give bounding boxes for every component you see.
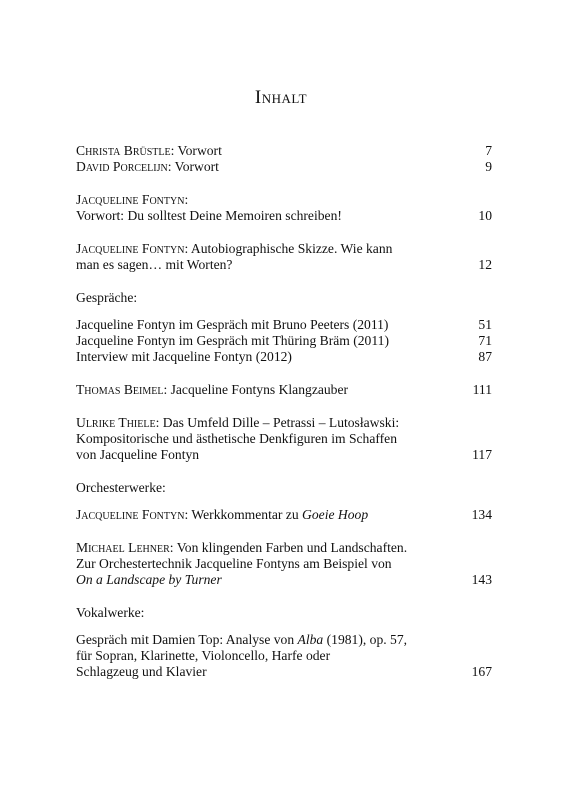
toc-page-number: 167 [471, 664, 492, 679]
toc-author: Thomas Beimel [76, 382, 164, 397]
toc-entry[interactable] [76, 317, 492, 333]
toc-entry-line[interactable] [76, 447, 492, 463]
toc-work-title: Alba [297, 632, 324, 647]
toc-entry-line[interactable] [76, 572, 492, 588]
toc-title: : Vorwort [167, 159, 219, 174]
table-of-contents [76, 143, 492, 697]
toc-section-conversations [76, 290, 492, 365]
toc-title: (1981), op. 57, [323, 632, 408, 647]
toc-work-title: On a Landscape by Turner [76, 572, 222, 587]
toc-page-number: 7 [485, 143, 492, 158]
toc-entry[interactable] [76, 143, 492, 159]
toc-title: : [184, 192, 189, 207]
toc-entry-line[interactable] [76, 540, 492, 556]
toc-section-forewords [76, 143, 492, 175]
toc-page-number: 143 [471, 572, 492, 587]
toc-title: Jacqueline Fontyn im Gespräch mit Thüring Bräm (2011) [76, 333, 389, 348]
toc-entry[interactable] [76, 382, 492, 398]
toc-entry[interactable] [76, 507, 492, 523]
toc-page-number: 51 [478, 317, 492, 332]
toc-page-number: 9 [485, 159, 492, 174]
toc-page-number: 12 [478, 257, 492, 272]
toc-title: Kompositorische und ästhetische Denkfiguren im Schaffen [76, 431, 398, 446]
toc-entry-line[interactable] [76, 192, 492, 208]
toc-page-number: 117 [472, 447, 492, 462]
toc-entry-line[interactable] [76, 208, 492, 224]
toc-title: : Das Umfeld Dille – Petrassi – Lutosławski: [155, 415, 400, 430]
toc-title: : Von klingenden Farben und Landschaften. [169, 540, 408, 555]
toc-entry[interactable] [76, 159, 492, 175]
toc-title: Schlagzeug und Klavier [76, 664, 207, 679]
toc-entry-line[interactable] [76, 632, 492, 648]
toc-title: : Jacqueline Fontyns Klangzauber [163, 382, 349, 397]
toc-entry[interactable] [76, 333, 492, 349]
toc-section [76, 415, 492, 463]
toc-title: man es sagen… mit Worten? [76, 257, 233, 272]
toc-entry-line[interactable] [76, 431, 492, 447]
section-heading: Vokalwerke: [76, 605, 145, 620]
toc-author: Jacqueline Fontyn [76, 507, 185, 522]
toc-title: Interview mit Jacqueline Fontyn (2012) [76, 349, 292, 364]
toc-title: von Jacqueline Fontyn [76, 447, 200, 462]
toc-title: Jacqueline Fontyn im Gespräch mit Bruno Peeters (2011) [76, 317, 389, 332]
toc-title: : Autobiographische Skizze. Wie kann [184, 241, 393, 256]
toc-section-orchestral [76, 480, 492, 523]
toc-entry-line[interactable] [76, 648, 492, 664]
toc-page-number: 10 [478, 208, 492, 223]
toc-entry-line[interactable] [76, 241, 492, 257]
toc-title: : Vorwort [170, 143, 222, 158]
toc-author: Christa Brüstle [76, 143, 171, 158]
toc-section-vocal [76, 605, 492, 680]
toc-work-title: Goeie Hoop [302, 507, 369, 522]
toc-page-number: 87 [478, 349, 492, 364]
toc-entry-line[interactable] [76, 415, 492, 431]
toc-author: Ulrike Thiele [76, 415, 156, 430]
toc-entry[interactable] [76, 349, 492, 365]
section-heading: Orchesterwerke: [76, 480, 166, 495]
toc-section [76, 382, 492, 398]
toc-author: Jacqueline Fontyn [76, 241, 185, 256]
toc-entry-line[interactable] [76, 556, 492, 572]
toc-entry-line[interactable] [76, 257, 492, 273]
toc-author: David Porcelijn [76, 159, 168, 174]
toc-title: Zur Orchestertechnik Jacqueline Fontyns am Beispiel von [76, 556, 392, 571]
toc-title: Gespräch mit Damien Top: Analyse von [76, 632, 298, 647]
toc-page-number: 71 [478, 333, 492, 348]
toc-section [76, 192, 492, 224]
toc-title: Vorwort: Du solltest Deine Memoiren schreiben! [76, 208, 342, 223]
toc-author: Michael Lehner [76, 540, 170, 555]
toc-author: Jacqueline Fontyn [76, 192, 185, 207]
section-heading: Gespräche: [76, 290, 138, 305]
toc-section [76, 540, 492, 588]
toc-section [76, 241, 492, 273]
toc-entry-line[interactable] [76, 664, 492, 680]
page-title: Inhalt [254, 87, 308, 108]
toc-page-number: 111 [472, 382, 492, 397]
toc-title: für Sopran, Klarinette, Violoncello, Harfe oder [76, 648, 331, 663]
toc-page-number: 134 [471, 507, 492, 522]
toc-title: : Werkkommentar zu [184, 507, 303, 522]
